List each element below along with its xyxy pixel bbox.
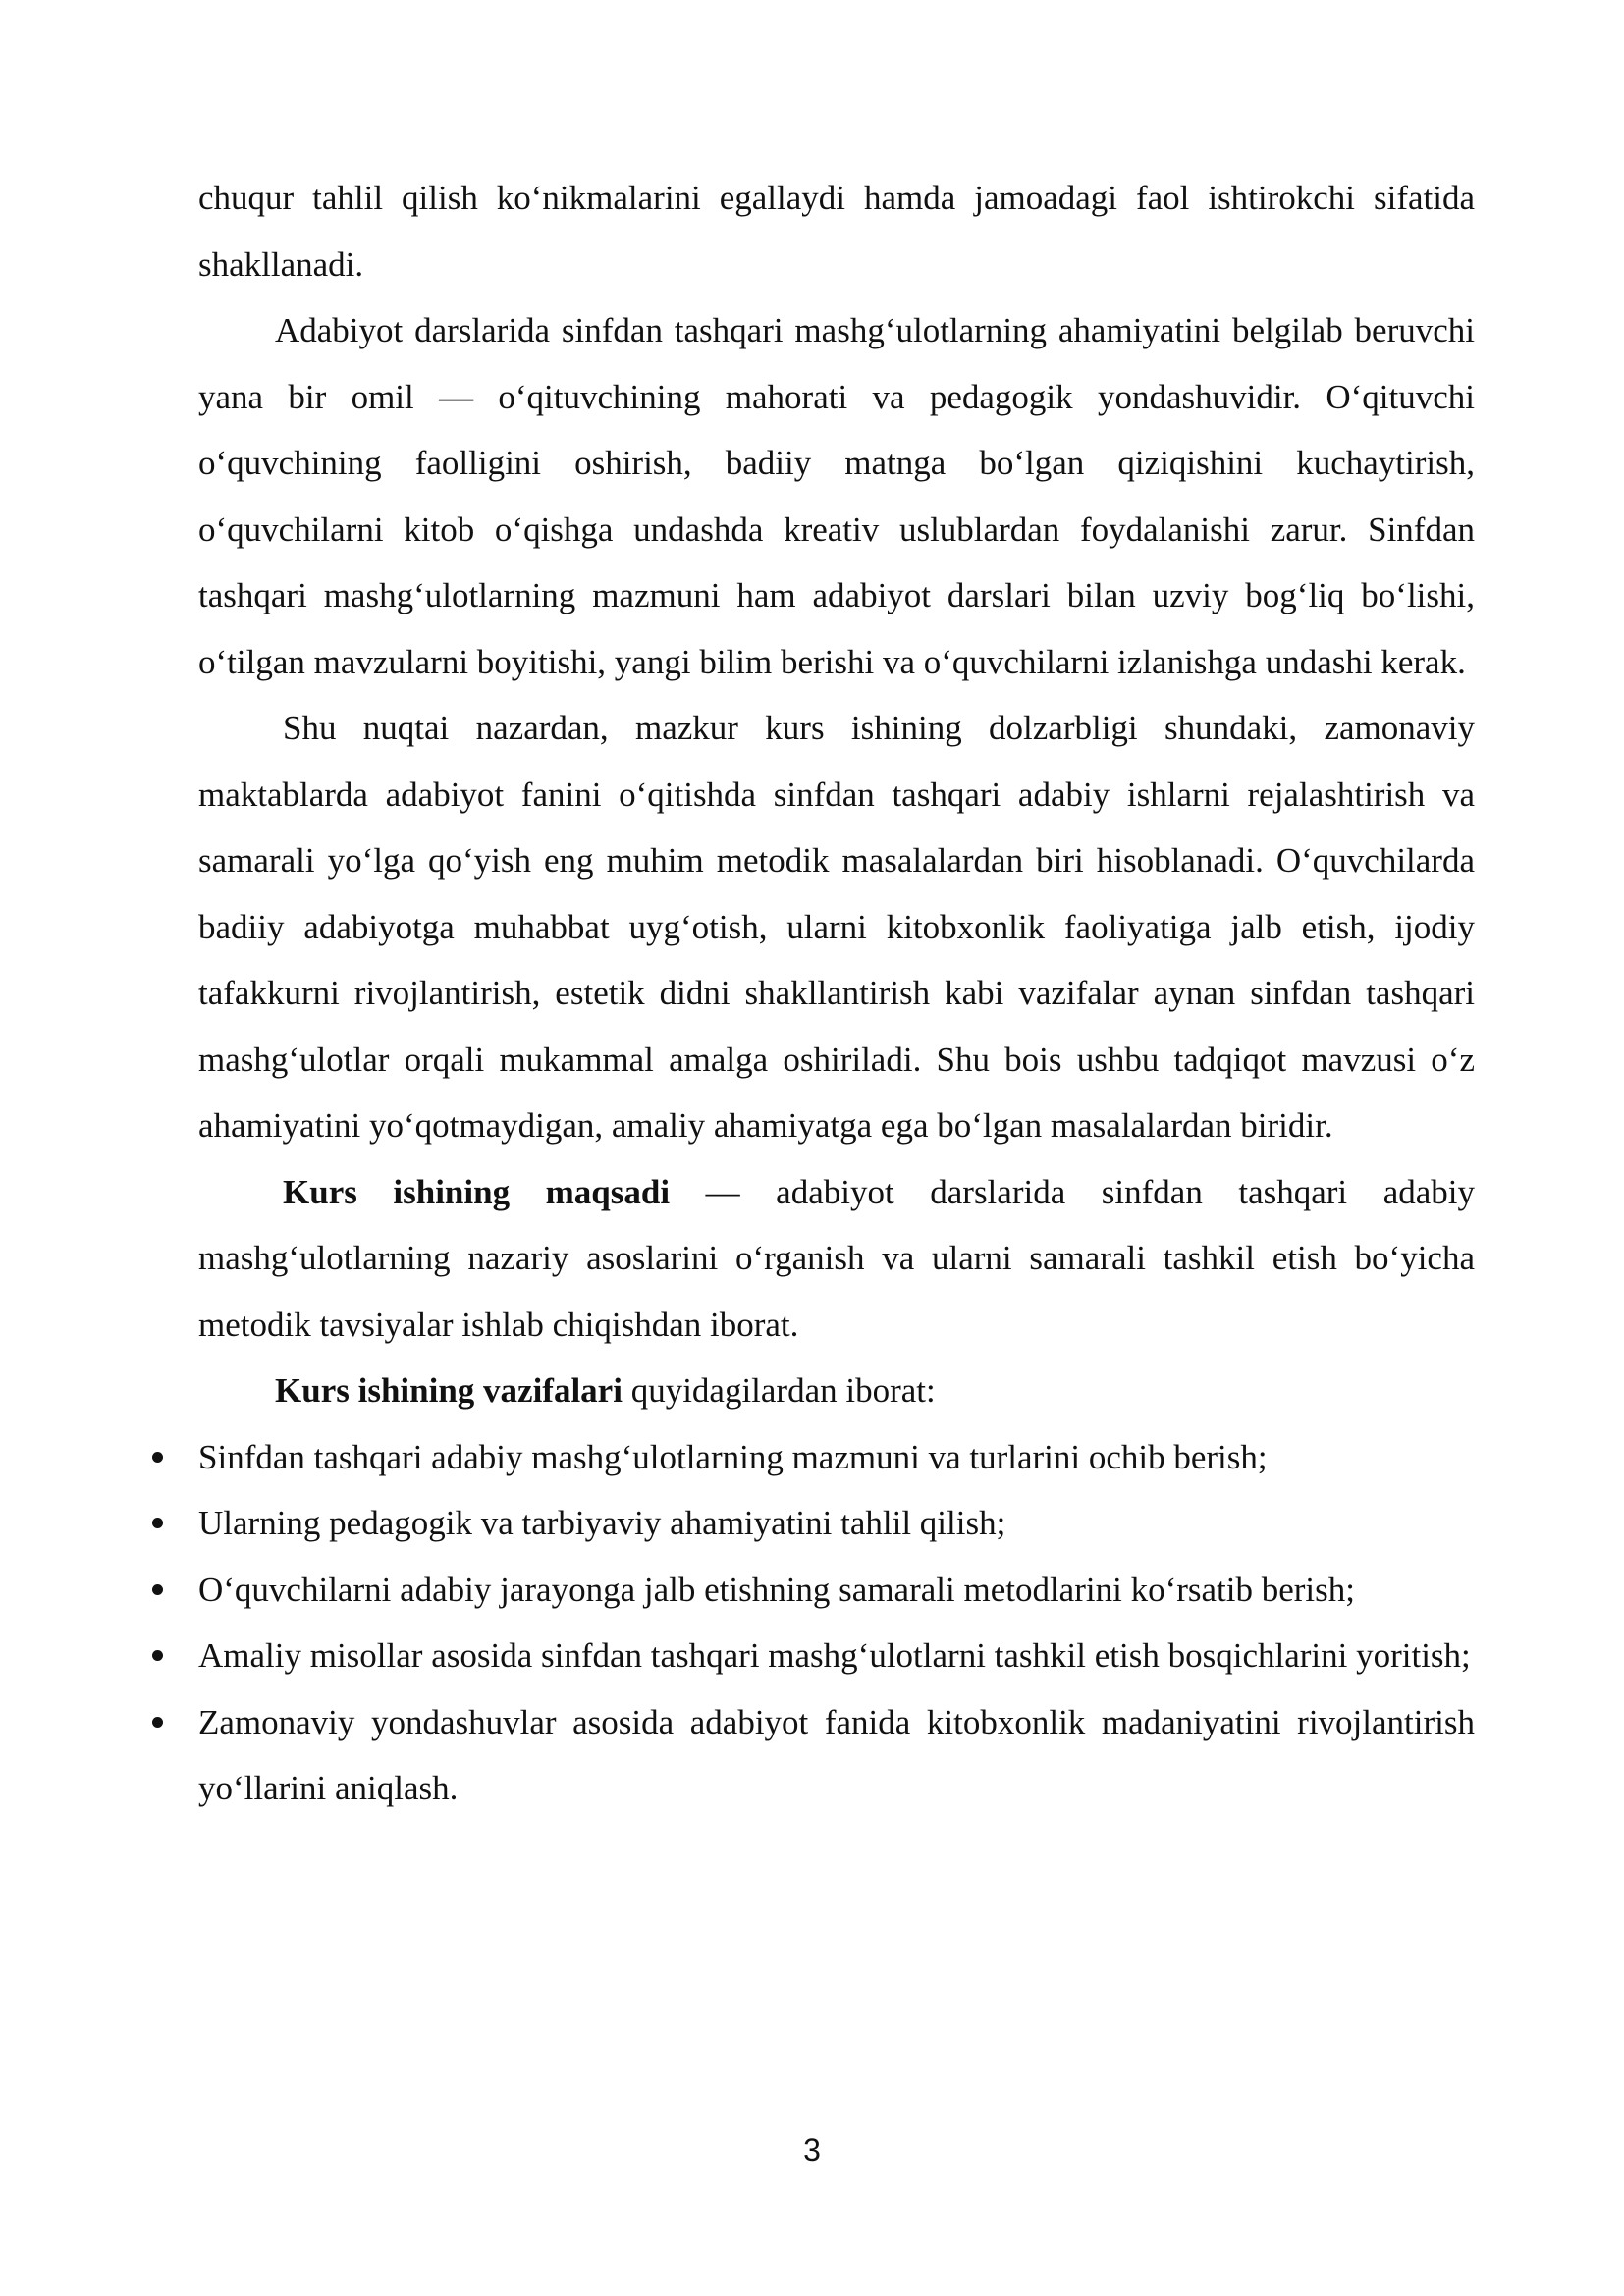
paragraph-tasks-intro	[198, 1358, 1475, 1424]
list-item	[198, 1490, 1475, 1557]
list-item	[198, 1623, 1475, 1689]
task-text: Amaliy misollar asosida sinfdan tashqari mashg‘ulotlarni tashkil etish bosqichlarini yoritish;	[198, 1636, 1471, 1675]
list-item	[198, 1424, 1475, 1491]
bullet-icon	[152, 1584, 163, 1595]
paragraph-teacher-role: Adabiyot darslarida sinfdan tashqari mashg‘ulotlarning ahamiyatini belgilab beruvchi yana bir omil — o‘qituvchining mahorati va pedagogik yondashuvidir. O‘qituvchi o‘quvchining faolligini oshirish, badiiy matnga bo‘lgan qiziqishini kuchaytirish, o‘quvchilarni kitob o‘qishga undashda kreativ uslublardan foydalanishi zarur. Sinfdan tashqari mashg‘ulotlarning mazmuni ham adabiyot darslari bilan uzviy bog‘liq bo‘lishi, o‘tilgan mavzularni boyitishi, yangi bilim berishi va o‘quvchilarni izlanishga undashi kerak.	[198, 311, 1475, 681]
goal-text: — adabiyot darslarida sinfdan tashqari adabiy mashg‘ulotlarning nazariy asoslarini o‘rganish va ularni samarali tashkil etish bo‘yicha metodik tavsiyalar ishlab chiqishdan iborat.	[198, 1172, 1476, 1344]
bullet-icon	[152, 1650, 163, 1661]
page-number: 3	[803, 2132, 821, 2167]
paragraph-relevance: Shu nuqtai nazardan, mazkur kurs ishining dolzarbligi shundaki, zamonaviy maktablarda adabiyot fanini o‘qitishda sinfdan tashqari adabiy ishlarni rejalashtirish va samarali yo‘lga qo‘yish eng muhim metodik masalalardan biri hisoblanadi. O‘quvchilarda badiiy adabiyotga muhabbat uyg‘otish, ularni kitobxonlik faoliyatiga jalb etish, ijodiy tafakkurni rivojlantirish, estetik didni shakllantirish kabi vazifalar aynan sinfdan tashqari mashg‘ulotlar orqali mukammal amalga oshiriladi. Shu bois ushbu tadqiqot mavzusi o‘z ahamiyatini yo‘qotmaydigan, amaliy ahamiyatga ega bo‘lgan masalalardan biridir.	[198, 709, 1475, 1145]
paragraph-goal	[198, 1159, 1475, 1359]
goal-heading: Kurs ishining maqsadi	[283, 1172, 671, 1211]
task-text: Zamonaviy yondashuvlar asosida adabiyot fanida kitobxonlik madaniyatini rivojlantirish yo‘llarini aniqlash.	[198, 1702, 1475, 1807]
bullet-icon	[152, 1452, 163, 1463]
task-text: Sinfdan tashqari adabiy mashg‘ulotlarning mazmuni va turlarini ochib berish;	[198, 1437, 1268, 1476]
task-text: Ularning pedagogik va tarbiyaviy ahamiyatini tahlil qilish;	[198, 1504, 1006, 1542]
document-page	[198, 165, 1475, 1822]
task-text: O‘quvchilarni adabiy jarayonga jalb etishning samarali metodlarini ko‘rsatib berish;	[198, 1570, 1355, 1609]
list-item	[198, 1557, 1475, 1624]
tasks-intro-text: quyidagilardan iborat:	[622, 1371, 936, 1410]
bullet-icon	[152, 1717, 163, 1728]
tasks-list	[198, 1424, 1475, 1822]
list-item	[198, 1689, 1475, 1822]
paragraph-continuation: chuqur tahlil qilish ko‘nikmalarini egallaydi hamda jamoadagi faol ishtirokchi sifatida shakllanadi.	[198, 179, 1475, 284]
tasks-heading: Kurs ishining vazifalari	[275, 1371, 623, 1410]
bullet-icon	[152, 1518, 163, 1528]
